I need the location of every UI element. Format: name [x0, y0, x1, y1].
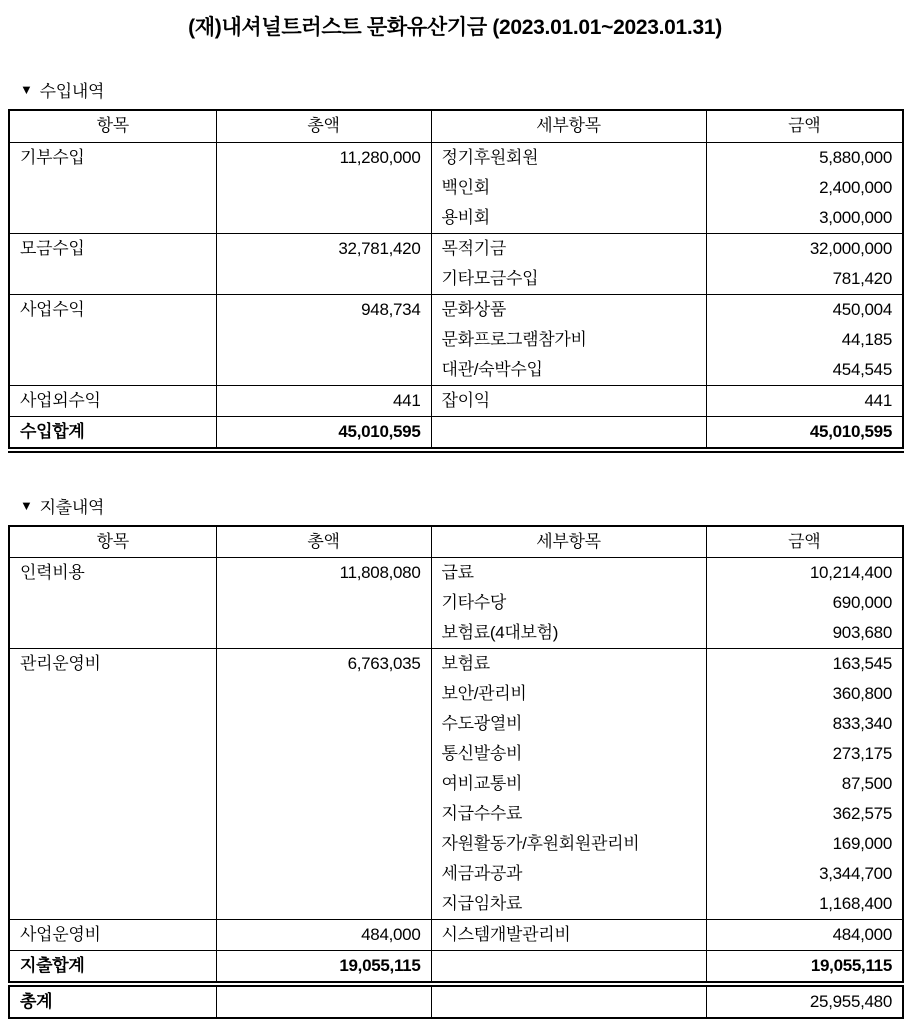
amount-cell: 1,168,400 — [706, 889, 903, 920]
detail-cell: 여비교통비 — [431, 769, 706, 799]
detail-cell: 급료 — [431, 558, 706, 589]
amount-cell: 781,420 — [706, 264, 903, 295]
total-cell: 441 — [216, 385, 431, 416]
detail-cell: 문화프로그램참가비 — [431, 325, 706, 355]
expense-group-personnel — [9, 558, 903, 649]
expense-group-admin — [9, 649, 903, 920]
amount-cell: 25,955,480 — [706, 984, 903, 1018]
table-row — [9, 920, 903, 951]
amount-cell: 441 — [706, 385, 903, 416]
triangle-down-icon: ▼ — [20, 498, 33, 513]
income-group-nonbusiness — [9, 385, 903, 416]
column-header-amount: 금액 — [706, 110, 903, 142]
amount-cell: 163,545 — [706, 649, 903, 680]
item-cell: 모금수입 — [9, 233, 216, 294]
detail-cell: 용비회 — [431, 203, 706, 234]
amount-cell: 690,000 — [706, 588, 903, 618]
grand-total-row — [9, 984, 903, 1018]
income-group-fundraising — [9, 233, 903, 294]
detail-cell: 지급수수료 — [431, 799, 706, 829]
table-row — [9, 385, 903, 416]
page-title: (재)내셔널트러스트 문화유산기금 (2023.01.01~2023.01.31) — [0, 0, 910, 41]
total-cell: 19,055,115 — [216, 951, 431, 985]
column-header-total: 총액 — [216, 110, 431, 142]
detail-cell: 보험료(4대보험) — [431, 618, 706, 649]
total-cell: 32,781,420 — [216, 233, 431, 294]
detail-cell: 기타수당 — [431, 588, 706, 618]
column-header-total: 총액 — [216, 526, 431, 558]
detail-cell: 잡이익 — [431, 385, 706, 416]
amount-cell: 3,344,700 — [706, 859, 903, 889]
expense-table-header — [9, 526, 903, 558]
column-header-detail: 세부항목 — [431, 110, 706, 142]
table-row — [9, 294, 903, 325]
detail-cell: 지급임차료 — [431, 889, 706, 920]
income-section-label — [20, 77, 910, 102]
income-group-donation — [9, 142, 903, 233]
total-label-cell: 수입합계 — [9, 416, 216, 450]
empty-cell — [216, 984, 431, 1018]
expense-table — [8, 525, 904, 1019]
column-header-item: 항목 — [9, 526, 216, 558]
empty-cell — [431, 416, 706, 450]
detail-cell: 백인회 — [431, 173, 706, 203]
expense-section-label — [20, 493, 910, 518]
total-cell: 484,000 — [216, 920, 431, 951]
detail-cell: 세금과공과 — [431, 859, 706, 889]
total-cell: 11,280,000 — [216, 142, 431, 233]
item-cell: 사업운영비 — [9, 920, 216, 951]
detail-cell: 정기후원회원 — [431, 142, 706, 173]
total-cell: 948,734 — [216, 294, 431, 385]
amount-cell: 360,800 — [706, 679, 903, 709]
amount-cell: 454,545 — [706, 355, 903, 386]
detail-cell: 보험료 — [431, 649, 706, 680]
item-cell: 인력비용 — [9, 558, 216, 649]
amount-cell: 484,000 — [706, 920, 903, 951]
triangle-down-icon: ▼ — [20, 82, 33, 97]
detail-cell: 대관/숙박수입 — [431, 355, 706, 386]
item-cell: 기부수입 — [9, 142, 216, 233]
total-label-cell: 지출합계 — [9, 951, 216, 985]
detail-cell: 통신발송비 — [431, 739, 706, 769]
expense-section-title: 지출내역 — [40, 493, 105, 518]
amount-cell: 833,340 — [706, 709, 903, 739]
amount-cell: 87,500 — [706, 769, 903, 799]
detail-cell: 목적기금 — [431, 233, 706, 264]
table-row — [9, 142, 903, 173]
income-group-business — [9, 294, 903, 385]
amount-cell: 3,000,000 — [706, 203, 903, 234]
table-row — [9, 951, 903, 985]
amount-cell: 2,400,000 — [706, 173, 903, 203]
table-row — [9, 558, 903, 589]
detail-cell: 수도광열비 — [431, 709, 706, 739]
item-cell: 사업외수익 — [9, 385, 216, 416]
item-cell: 사업수익 — [9, 294, 216, 385]
total-cell: 45,010,595 — [216, 416, 431, 450]
amount-cell: 10,214,400 — [706, 558, 903, 589]
detail-cell: 보안/관리비 — [431, 679, 706, 709]
item-cell: 관리운영비 — [9, 649, 216, 920]
column-header-amount: 금액 — [706, 526, 903, 558]
total-cell: 6,763,035 — [216, 649, 431, 920]
amount-cell: 362,575 — [706, 799, 903, 829]
amount-cell: 45,010,595 — [706, 416, 903, 450]
expense-total-row — [9, 951, 903, 985]
column-header-item: 항목 — [9, 110, 216, 142]
detail-cell: 시스템개발관리비 — [431, 920, 706, 951]
column-header-detail: 세부항목 — [431, 526, 706, 558]
empty-cell — [431, 951, 706, 985]
amount-cell: 19,055,115 — [706, 951, 903, 985]
amount-cell: 903,680 — [706, 618, 903, 649]
detail-cell: 기타모금수입 — [431, 264, 706, 295]
grand-total-label-cell: 총계 — [9, 984, 216, 1018]
income-section-title: 수입내역 — [40, 77, 105, 102]
amount-cell: 169,000 — [706, 829, 903, 859]
amount-cell: 273,175 — [706, 739, 903, 769]
detail-cell: 자원활동가/후원회원관리비 — [431, 829, 706, 859]
total-cell: 11,808,080 — [216, 558, 431, 649]
table-row — [9, 416, 903, 450]
amount-cell: 5,880,000 — [706, 142, 903, 173]
income-table — [8, 109, 904, 453]
amount-cell: 450,004 — [706, 294, 903, 325]
empty-cell — [431, 984, 706, 1018]
table-row — [9, 649, 903, 680]
amount-cell: 32,000,000 — [706, 233, 903, 264]
amount-cell: 44,185 — [706, 325, 903, 355]
expense-group-project — [9, 920, 903, 951]
income-table-header — [9, 110, 903, 142]
income-total-row — [9, 416, 903, 450]
table-row — [9, 984, 903, 1018]
detail-cell: 문화상품 — [431, 294, 706, 325]
table-row — [9, 233, 903, 264]
